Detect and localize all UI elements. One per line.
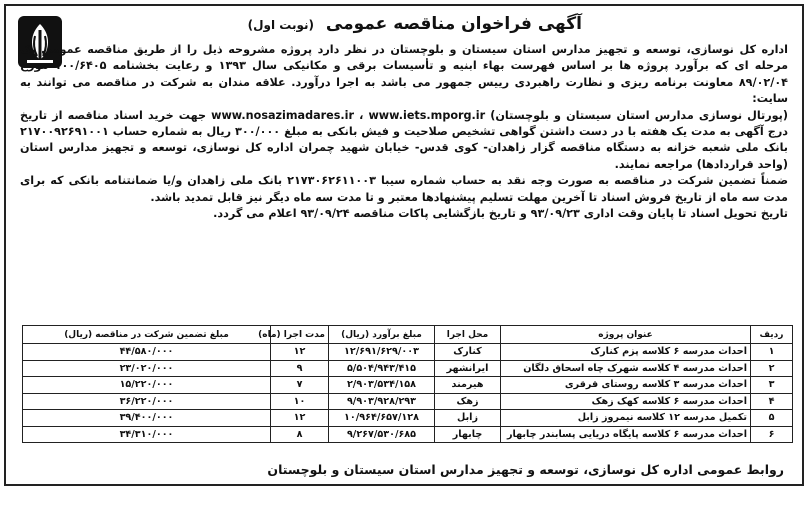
cell-row-number: ۳ [751, 377, 793, 394]
cell-location: کنارک [435, 344, 501, 361]
notice-frame [4, 4, 804, 486]
cell-duration: ۱۲ [271, 410, 329, 427]
table-header-row [23, 326, 793, 344]
notice-body [20, 42, 788, 222]
title-text: آگهی فراخوان مناقصه عمومی [325, 14, 582, 34]
paragraph-intro: اداره کل نوسازی، توسعه و تجهیز مدارس استان سیستان و بلوچستان در نظر دارد پروژه مشروحه ذیل را از طریق مناقصه عمومی یک مرحله ای که برآورد پروژه ها بر اساس فهرست بهاء ابنیه و تأسیسات برقی و مکانیکی سال ۱۳۹۳ و رعایت بخشنامه ۱۰۰/۶۴۰۵ مورخ ۸۹/۰۲/۰۴ معاونت برنامه ریزی و نظارت راهبردی رییس جمهور می باشد به اجرا درآورد. علاقه مندان به شرکت در مناقصه می توانند به سایت: [20, 43, 788, 106]
paragraph-documents: (پورتال نوسازی مدارس استان سیستان و بلوچستان) www.nosazimadares.ir ، www.iets.mporg.ir جهت خرید اسناد مناقصه از تاریخ درج آگهی به مدت یک هفته با در دست داشتن گواهی تشخیص صلاحیت و فیش بانکی به مبلغ ۳۰۰/۰۰۰ ریال به شماره حساب ۲۱۷۰۰۹۲۶۹۱۰۰۱ بانک ملی شعبه خزانه به دستگاه مناقصه گزار زاهدان- کوی قدس- خیابان شهید چمران اداره کل نوسازی، توسعه و تجهیز مدارس استان (واحد قراردادها) مراجعه نمایند. [20, 108, 788, 171]
cell-estimate: ۹/۲۶۷/۵۳۰/۶۸۵ [329, 426, 435, 443]
header-estimate: مبلغ برآورد (ریال) [329, 326, 435, 344]
cell-row-number: ۵ [751, 410, 793, 427]
cell-duration: ۱۲ [271, 344, 329, 361]
cell-guarantee: ۳۹/۴۰۰/۰۰۰ [23, 410, 271, 427]
cell-project-title: احداث مدرسه ۴ کلاسه شهرک چاه اسحاق دلگان [501, 360, 751, 377]
table-row [23, 377, 793, 394]
cell-row-number: ۲ [751, 360, 793, 377]
table-row [23, 360, 793, 377]
header-guarantee: مبلغ تضمین شرکت در مناقصه (ریال) [23, 326, 271, 344]
cell-estimate: ۹/۹۰۳/۹۲۸/۲۹۳ [329, 393, 435, 410]
table-row [23, 426, 793, 443]
paragraph-dates: تاریخ تحویل اسناد تا پایان وقت اداری ۹۳/۰۹/۲۳ و تاریخ بازگشایی پاکات مناقصه ۹۳/۰۹/۲۴ اعلام می گردد. [213, 207, 788, 221]
cell-estimate: ۲/۹۰۳/۵۳۴/۱۵۸ [329, 377, 435, 394]
paragraph-guarantee: ضمناً تضمین شرکت در مناقصه به صورت وجه نقد به حساب شماره سیبا ۲۱۷۳۰۶۲۶۱۱۰۰۳ بانک ملی زاهدان و/یا ضمانتنامه بانکی که برای مدت سه ماه از تاریخ فروش اسناد تا آخرین مهلت تسلیم پیشنهادها معتبر و تا مدت سه ماه دیگر نیز قابل تمدید باشد. [20, 174, 789, 204]
cell-estimate: ۱۲/۶۹۱/۶۲۹/۰۰۳ [329, 344, 435, 361]
cell-guarantee: ۴۴/۵۸۰/۰۰۰ [23, 344, 271, 361]
cell-project-title: تکمیل مدرسه ۱۲ کلاسه نیمروز زابل [501, 410, 751, 427]
cell-estimate: ۱۰/۹۶۴/۶۵۷/۱۲۸ [329, 410, 435, 427]
cell-location: زابل [435, 410, 501, 427]
notice-title [248, 14, 582, 34]
cell-location: چابهار [435, 426, 501, 443]
cell-project-title: احداث مدرسه ۶ کلاسه کهک زهک [501, 393, 751, 410]
cell-project-title: احداث مدرسه ۶ کلاسه پزم کنارک [501, 344, 751, 361]
cell-guarantee: ۲۳/۰۲۰/۰۰۰ [23, 360, 271, 377]
cell-row-number: ۶ [751, 426, 793, 443]
footer-signature: روابط عمومی اداره کل نوسازی، توسعه و تجهیز مدارس استان سیستان و بلوچستان [267, 462, 784, 477]
cell-duration: ۸ [271, 426, 329, 443]
cell-duration: ۷ [271, 377, 329, 394]
cell-project-title: احداث مدرسه ۳ کلاسه روستای قرقری [501, 377, 751, 394]
cell-duration: ۹ [271, 360, 329, 377]
cell-duration: ۱۰ [271, 393, 329, 410]
cell-guarantee: ۱۵/۲۲۰/۰۰۰ [23, 377, 271, 394]
table-row [23, 410, 793, 427]
round-label: (نوبت اول) [247, 18, 314, 32]
header-row-number: ردیف [751, 326, 793, 344]
header-duration: مدت اجرا (ماه) [271, 326, 329, 344]
cell-project-title: احداث مدرسه ۶ کلاسه پایگاه دریایی پسابندر چابهار [501, 426, 751, 443]
cell-row-number: ۴ [751, 393, 793, 410]
cell-guarantee: ۳۶/۲۲۰/۰۰۰ [23, 393, 271, 410]
cell-location: هیرمند [435, 377, 501, 394]
projects-table [22, 325, 793, 443]
cell-location: ایرانشهر [435, 360, 501, 377]
cell-estimate: ۵/۵۰۴/۹۴۳/۴۱۵ [329, 360, 435, 377]
cell-guarantee: ۳۴/۳۱۰/۰۰۰ [23, 426, 271, 443]
table-row [23, 344, 793, 361]
table-row [23, 393, 793, 410]
cell-location: زهک [435, 393, 501, 410]
cell-row-number: ۱ [751, 344, 793, 361]
header-project-title: عنوان پروژه [501, 326, 751, 344]
header-location: محل اجرا [435, 326, 501, 344]
